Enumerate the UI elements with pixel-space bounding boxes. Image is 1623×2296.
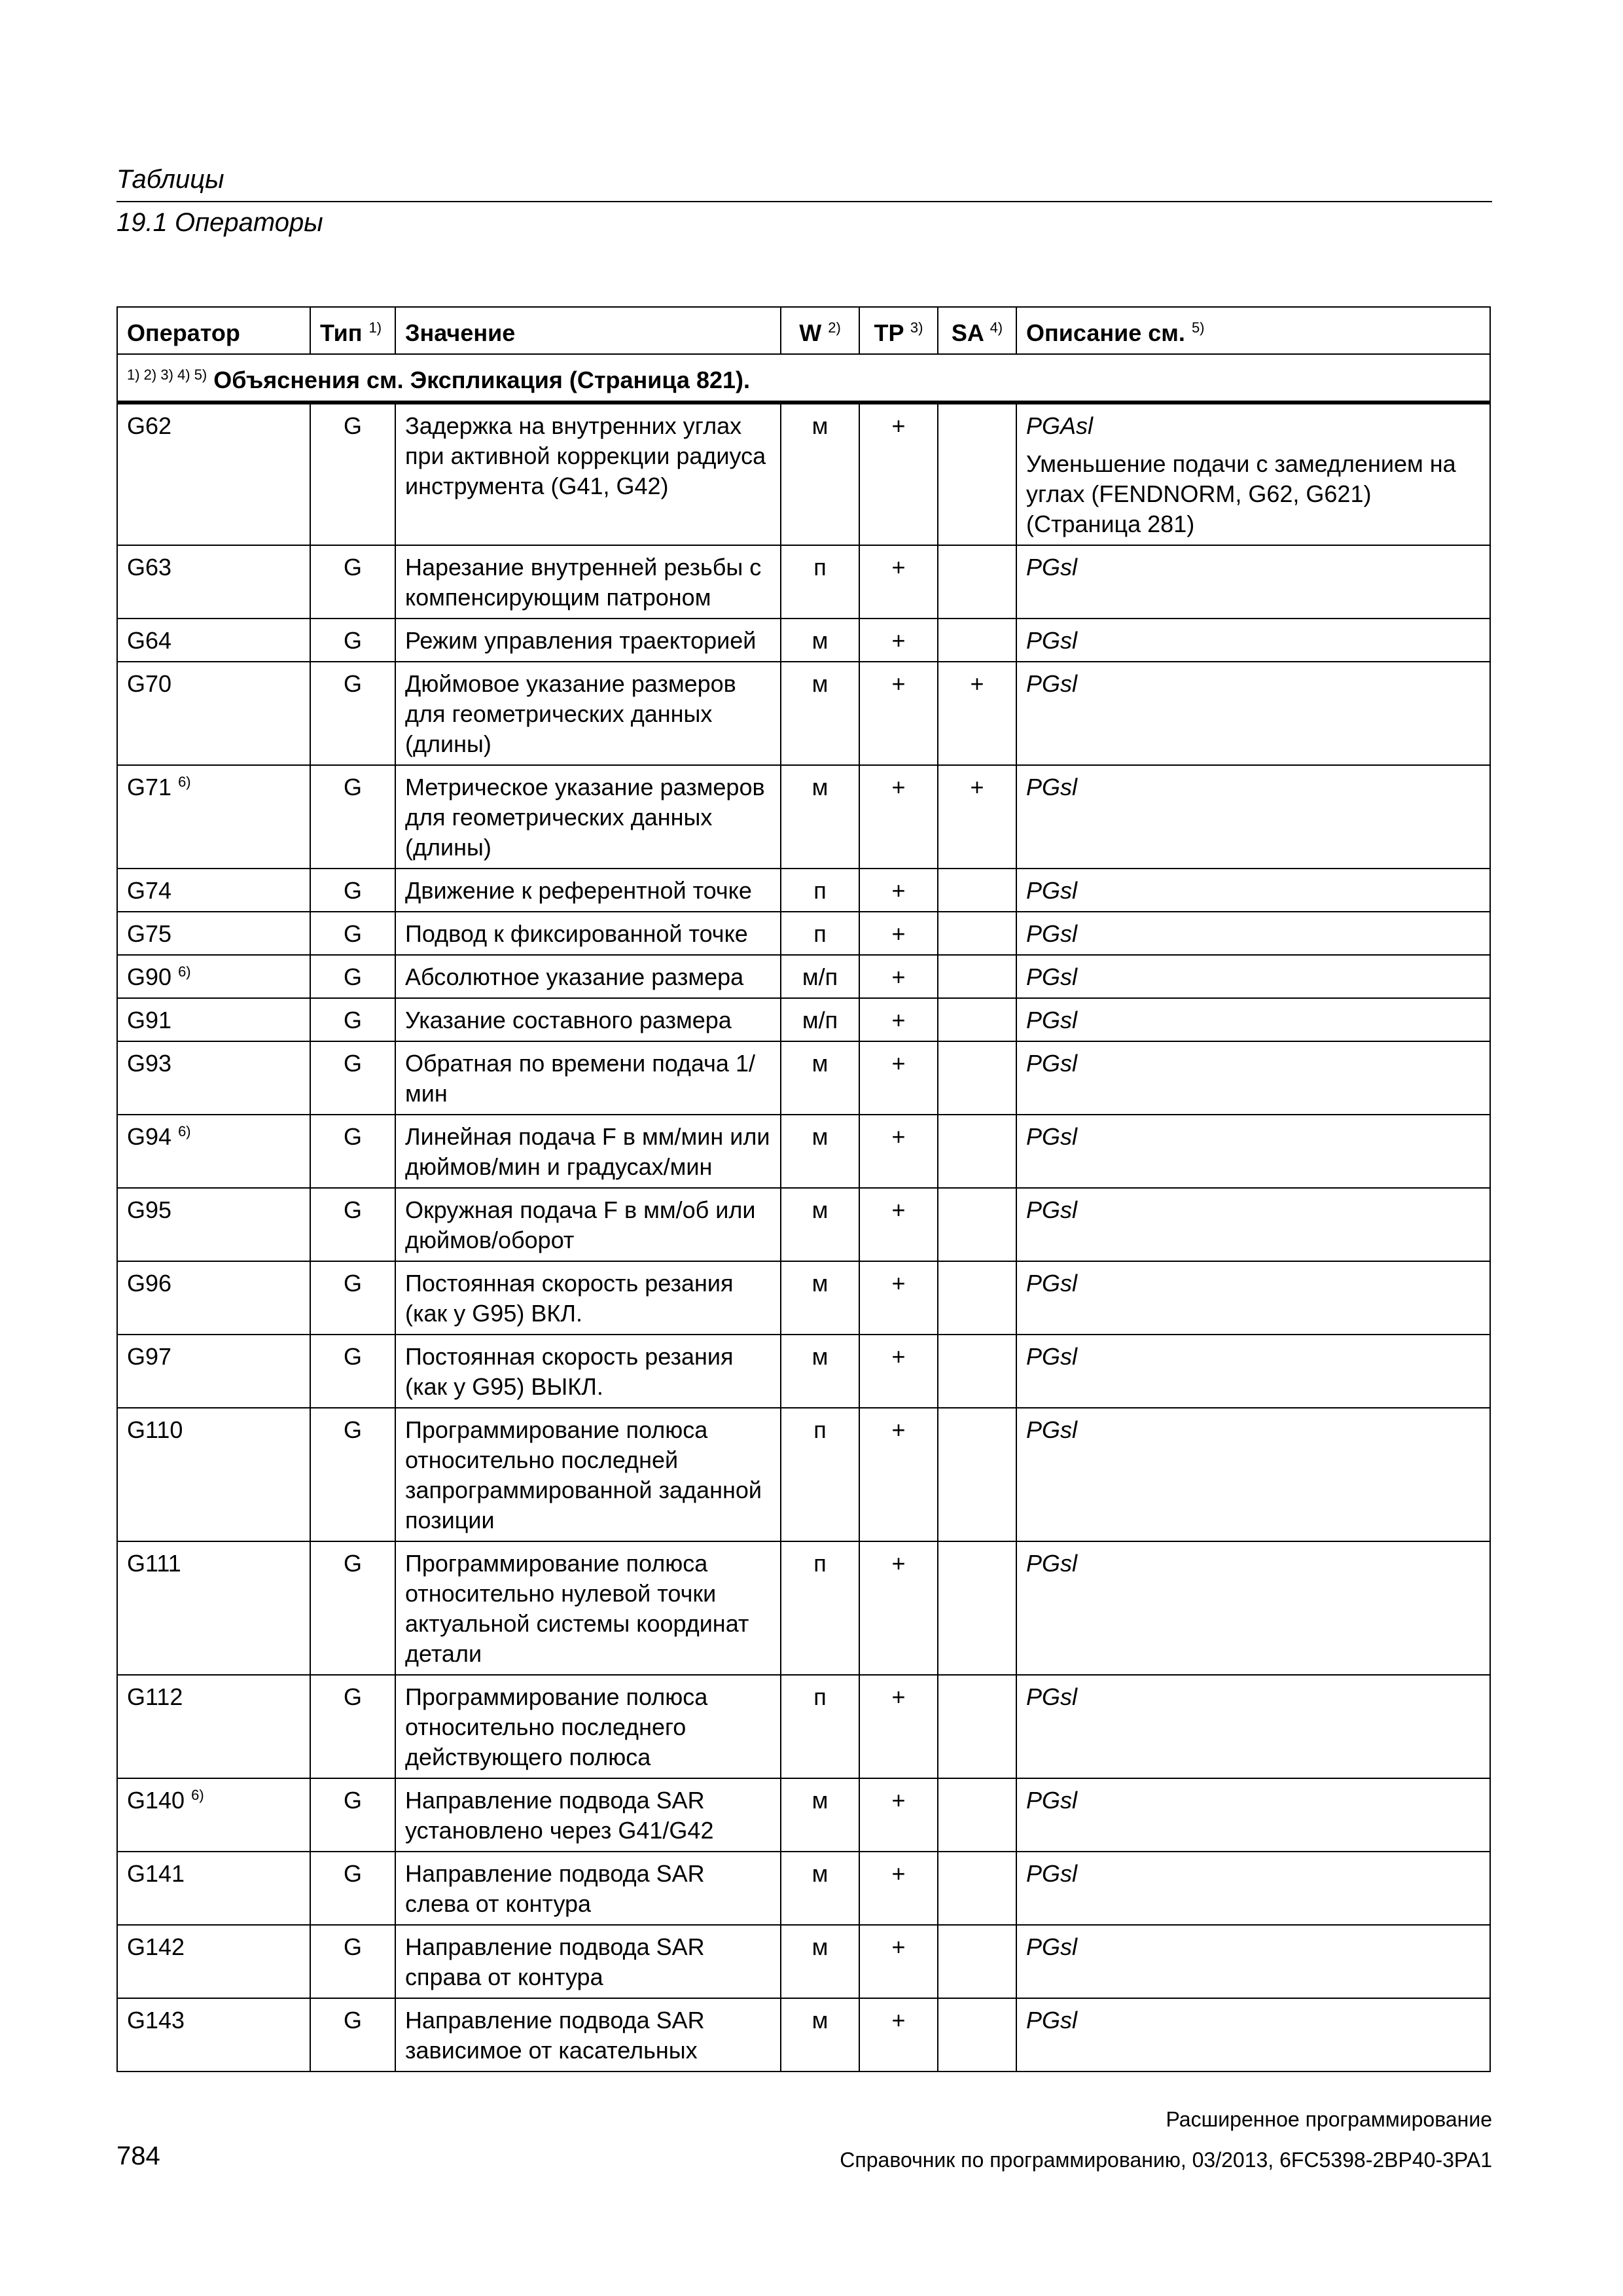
cell-type: G: [310, 765, 395, 869]
cell-sa: [938, 1998, 1016, 2072]
footer-book-info: Справочник по программированию, 03/2013, 6FC5398-2BP40-3PA1: [840, 2148, 1492, 2172]
cell-description: [1016, 1115, 1490, 1188]
cell-operator: G91: [117, 998, 310, 1041]
description-ref: PGsl: [1026, 1550, 1078, 1577]
cell-w: п: [781, 912, 859, 955]
cell-meaning: Линейная подача F в мм/мин или дюймов/мин и градусах/мин: [395, 1115, 781, 1188]
section-title: 19.1 Операторы: [116, 208, 323, 237]
table-row: [117, 619, 1490, 662]
cell-operator: G64: [117, 619, 310, 662]
cell-tp: +: [859, 1541, 938, 1675]
description-ref: PGsl: [1026, 627, 1078, 654]
table-row: [117, 1115, 1490, 1188]
cell-tp: +: [859, 869, 938, 912]
cell-meaning: Направление подвода SAR установлено через G41/G42: [395, 1778, 781, 1852]
table-row: [117, 1998, 1490, 2072]
cell-meaning: Обратная по времени подача 1/мин: [395, 1041, 781, 1115]
cell-tp: +: [859, 1852, 938, 1925]
cell-meaning: Направление подвода SAR зависимое от касательных: [395, 1998, 781, 2072]
cell-description: [1016, 1998, 1490, 2072]
cell-type: G: [310, 1675, 395, 1778]
cell-w: м: [781, 662, 859, 765]
description-ref: PGsl: [1026, 1416, 1078, 1443]
col-meaning: Значение: [395, 307, 781, 354]
cell-type: G: [310, 619, 395, 662]
cell-w: м: [781, 1998, 859, 2072]
table-row: [117, 545, 1490, 619]
cell-operator: G93: [117, 1041, 310, 1115]
cell-type: G: [310, 545, 395, 619]
description-ref: PGAsl: [1026, 412, 1094, 439]
description-ref: PGsl: [1026, 1860, 1078, 1887]
description-ref: PGsl: [1026, 1123, 1078, 1150]
cell-tp: +: [859, 1778, 938, 1852]
description-ref: PGsl: [1026, 670, 1078, 697]
cell-sa: [938, 1115, 1016, 1188]
cell-tp: +: [859, 1261, 938, 1335]
cell-operator: G94 $^{6)}$: [117, 1115, 310, 1188]
description-ref: PGsl: [1026, 554, 1078, 581]
cell-w: п: [781, 1541, 859, 1675]
cell-sa: [938, 1188, 1016, 1261]
cell-meaning: Программирование полюса относительно нулевой точки актуальной системы координат детали: [395, 1541, 781, 1675]
cell-operator: G62: [117, 403, 310, 545]
cell-meaning: Нарезание внутренней резьбы с компенсирующим патроном: [395, 545, 781, 619]
cell-description: [1016, 998, 1490, 1041]
cell-description: [1016, 545, 1490, 619]
cell-meaning: Дюймовое указание размеров для геометрических данных (длины): [395, 662, 781, 765]
cell-type: G: [310, 869, 395, 912]
cell-description: [1016, 1852, 1490, 1925]
cell-operator: G63: [117, 545, 310, 619]
cell-tp: +: [859, 1925, 938, 1998]
table-row: [117, 955, 1490, 998]
cell-description: [1016, 955, 1490, 998]
cell-w: м: [781, 1041, 859, 1115]
table-row: [117, 869, 1490, 912]
cell-w: м: [781, 1852, 859, 1925]
cell-w: п: [781, 1675, 859, 1778]
cell-w: м: [781, 1188, 859, 1261]
cell-description: [1016, 1925, 1490, 1998]
cell-meaning: Программирование полюса относительно последнего действующего полюса: [395, 1675, 781, 1778]
col-type: Тип $^{1)}$: [310, 307, 395, 354]
cell-tp: +: [859, 1998, 938, 2072]
cell-operator: G111: [117, 1541, 310, 1675]
cell-description: [1016, 765, 1490, 869]
col-sa: SA $^{4)}$: [938, 307, 1016, 354]
cell-type: G: [310, 403, 395, 545]
table-row: [117, 1335, 1490, 1408]
cell-sa: [938, 955, 1016, 998]
cell-sa: [938, 1852, 1016, 1925]
cell-sa: [938, 1041, 1016, 1115]
cell-type: G: [310, 1041, 395, 1115]
cell-operator: G95: [117, 1188, 310, 1261]
cell-description: [1016, 1188, 1490, 1261]
description-ref: PGsl: [1026, 2007, 1078, 2034]
cell-tp: +: [859, 1041, 938, 1115]
cell-meaning: Окружная подача F в мм/об или дюймов/оборот: [395, 1188, 781, 1261]
cell-sa: [938, 403, 1016, 545]
cell-tp: +: [859, 998, 938, 1041]
chapter-title: Таблицы: [116, 165, 224, 194]
cell-tp: +: [859, 765, 938, 869]
cell-sa: [938, 1675, 1016, 1778]
cell-sa: [938, 1261, 1016, 1335]
cell-w: м: [781, 619, 859, 662]
cell-meaning: Подвод к фиксированной точке: [395, 912, 781, 955]
description-ref: PGsl: [1026, 774, 1078, 800]
col-description: Описание см. $^{5)}$: [1016, 307, 1490, 354]
description-ref: PGsl: [1026, 1270, 1078, 1297]
description-ref: PGsl: [1026, 1007, 1078, 1033]
cell-type: G: [310, 1852, 395, 1925]
col-operator: Оператор: [117, 307, 310, 354]
cell-tp: +: [859, 545, 938, 619]
cell-meaning: Направление подвода SAR справа от контура: [395, 1925, 781, 1998]
description-link[interactable]: Уменьшение подачи с замедлением на углах (FENDNORM, G62, G621) (Страница 281): [1026, 450, 1456, 537]
cell-description: [1016, 1261, 1490, 1335]
cell-meaning: Постоянная скорость резания (как у G95) ВЫКЛ.: [395, 1335, 781, 1408]
cell-meaning: Постоянная скорость резания (как у G95) ВКЛ.: [395, 1261, 781, 1335]
cell-tp: +: [859, 955, 938, 998]
table-row: [117, 662, 1490, 765]
cell-meaning: Указание составного размера: [395, 998, 781, 1041]
cell-w: м: [781, 1925, 859, 1998]
cell-tp: +: [859, 403, 938, 545]
explanation-cell: $^{1) 2) 3) 4) 5)}$ Объяснения см. Экспликация (Страница 821).: [117, 354, 1490, 403]
description-ref: PGsl: [1026, 1683, 1078, 1710]
description-ref: PGsl: [1026, 1050, 1078, 1077]
cell-meaning: Направление подвода SAR слева от контура: [395, 1852, 781, 1925]
cell-operator: G74: [117, 869, 310, 912]
cell-tp: +: [859, 662, 938, 765]
table-row: [117, 403, 1490, 545]
cell-type: G: [310, 998, 395, 1041]
table-row: [117, 1778, 1490, 1852]
cell-w: м/п: [781, 998, 859, 1041]
cell-operator: G90 $^{6)}$: [117, 955, 310, 998]
footer-title: Расширенное программирование: [1166, 2108, 1492, 2131]
cell-operator: G70: [117, 662, 310, 765]
cell-tp: +: [859, 1675, 938, 1778]
cell-type: G: [310, 1261, 395, 1335]
col-tp: TP $^{3)}$: [859, 307, 938, 354]
header-rule: [116, 201, 1492, 202]
cell-description: [1016, 403, 1490, 545]
table-row: [117, 912, 1490, 955]
description-ref: PGsl: [1026, 1196, 1078, 1223]
cell-description: [1016, 619, 1490, 662]
cell-sa: +: [938, 662, 1016, 765]
cell-tp: +: [859, 1335, 938, 1408]
description-ref: PGsl: [1026, 920, 1078, 947]
cell-tp: +: [859, 912, 938, 955]
table-body: [117, 403, 1490, 2072]
cell-operator: G110: [117, 1408, 310, 1541]
cell-sa: [938, 912, 1016, 955]
explanation-row: [117, 354, 1490, 403]
description-ref: PGsl: [1026, 1787, 1078, 1814]
table-row: [117, 1408, 1490, 1541]
page-number: 784: [116, 2142, 160, 2170]
cell-type: G: [310, 1925, 395, 1998]
description-ref: PGsl: [1026, 1933, 1078, 1960]
table-row: [117, 1188, 1490, 1261]
cell-type: G: [310, 1335, 395, 1408]
cell-type: G: [310, 1115, 395, 1188]
description-ref: PGsl: [1026, 1343, 1078, 1370]
table-row: [117, 998, 1490, 1041]
description-ref: PGsl: [1026, 877, 1078, 904]
cell-operator: G96: [117, 1261, 310, 1335]
cell-description: [1016, 1778, 1490, 1852]
cell-type: G: [310, 1541, 395, 1675]
cell-meaning: Метрическое указание размеров для геометрических данных (длины): [395, 765, 781, 869]
cell-description: [1016, 1335, 1490, 1408]
cell-operator: G140 $^{6)}$: [117, 1778, 310, 1852]
cell-sa: [938, 1778, 1016, 1852]
cell-sa: [938, 1541, 1016, 1675]
cell-sa: [938, 545, 1016, 619]
cell-w: м: [781, 765, 859, 869]
cell-w: п: [781, 545, 859, 619]
table-row: [117, 1852, 1490, 1925]
cell-type: G: [310, 955, 395, 998]
cell-description: [1016, 1408, 1490, 1541]
table-row: [117, 1675, 1490, 1778]
cell-sa: [938, 1408, 1016, 1541]
cell-type: G: [310, 662, 395, 765]
description-ref: PGsl: [1026, 963, 1078, 990]
cell-operator: G75: [117, 912, 310, 955]
table-row: [117, 1541, 1490, 1675]
cell-tp: +: [859, 619, 938, 662]
cell-description: [1016, 1041, 1490, 1115]
table-row: [117, 1925, 1490, 1998]
cell-operator: G112: [117, 1675, 310, 1778]
cell-w: м: [781, 1115, 859, 1188]
cell-meaning: Движение к референтной точке: [395, 869, 781, 912]
cell-tp: +: [859, 1188, 938, 1261]
cell-sa: +: [938, 765, 1016, 869]
cell-operator: G141: [117, 1852, 310, 1925]
header-row: [117, 307, 1490, 354]
cell-operator: G143: [117, 1998, 310, 2072]
cell-sa: [938, 619, 1016, 662]
cell-type: G: [310, 1408, 395, 1541]
cell-operator: G142: [117, 1925, 310, 1998]
cell-meaning: Режим управления траекторией: [395, 619, 781, 662]
cell-w: п: [781, 1408, 859, 1541]
cell-type: G: [310, 912, 395, 955]
cell-tp: +: [859, 1115, 938, 1188]
cell-description: [1016, 869, 1490, 912]
cell-description: [1016, 912, 1490, 955]
cell-w: м: [781, 1261, 859, 1335]
cell-operator: G71 $^{6)}$: [117, 765, 310, 869]
cell-w: м/п: [781, 955, 859, 998]
cell-sa: [938, 1925, 1016, 1998]
table-row: [117, 765, 1490, 869]
cell-description: [1016, 662, 1490, 765]
cell-meaning: Задержка на внутренних углах при активной коррекции радиуса инструмента (G41, G42): [395, 403, 781, 545]
cell-type: G: [310, 1998, 395, 2072]
cell-meaning: Программирование полюса относительно последней запрограммированной заданной позиции: [395, 1408, 781, 1541]
table-row: [117, 1261, 1490, 1335]
cell-tp: +: [859, 1408, 938, 1541]
cell-description: [1016, 1675, 1490, 1778]
cell-w: м: [781, 1778, 859, 1852]
col-w: W $^{2)}$: [781, 307, 859, 354]
cell-type: G: [310, 1778, 395, 1852]
cell-sa: [938, 1335, 1016, 1408]
cell-description: [1016, 1541, 1490, 1675]
cell-w: п: [781, 869, 859, 912]
cell-type: G: [310, 1188, 395, 1261]
cell-sa: [938, 998, 1016, 1041]
cell-w: м: [781, 1335, 859, 1408]
table-row: [117, 1041, 1490, 1115]
operators-table: [116, 306, 1491, 2072]
cell-sa: [938, 869, 1016, 912]
cell-meaning: Абсолютное указание размера: [395, 955, 781, 998]
cell-operator: G97: [117, 1335, 310, 1408]
cell-w: м: [781, 403, 859, 545]
